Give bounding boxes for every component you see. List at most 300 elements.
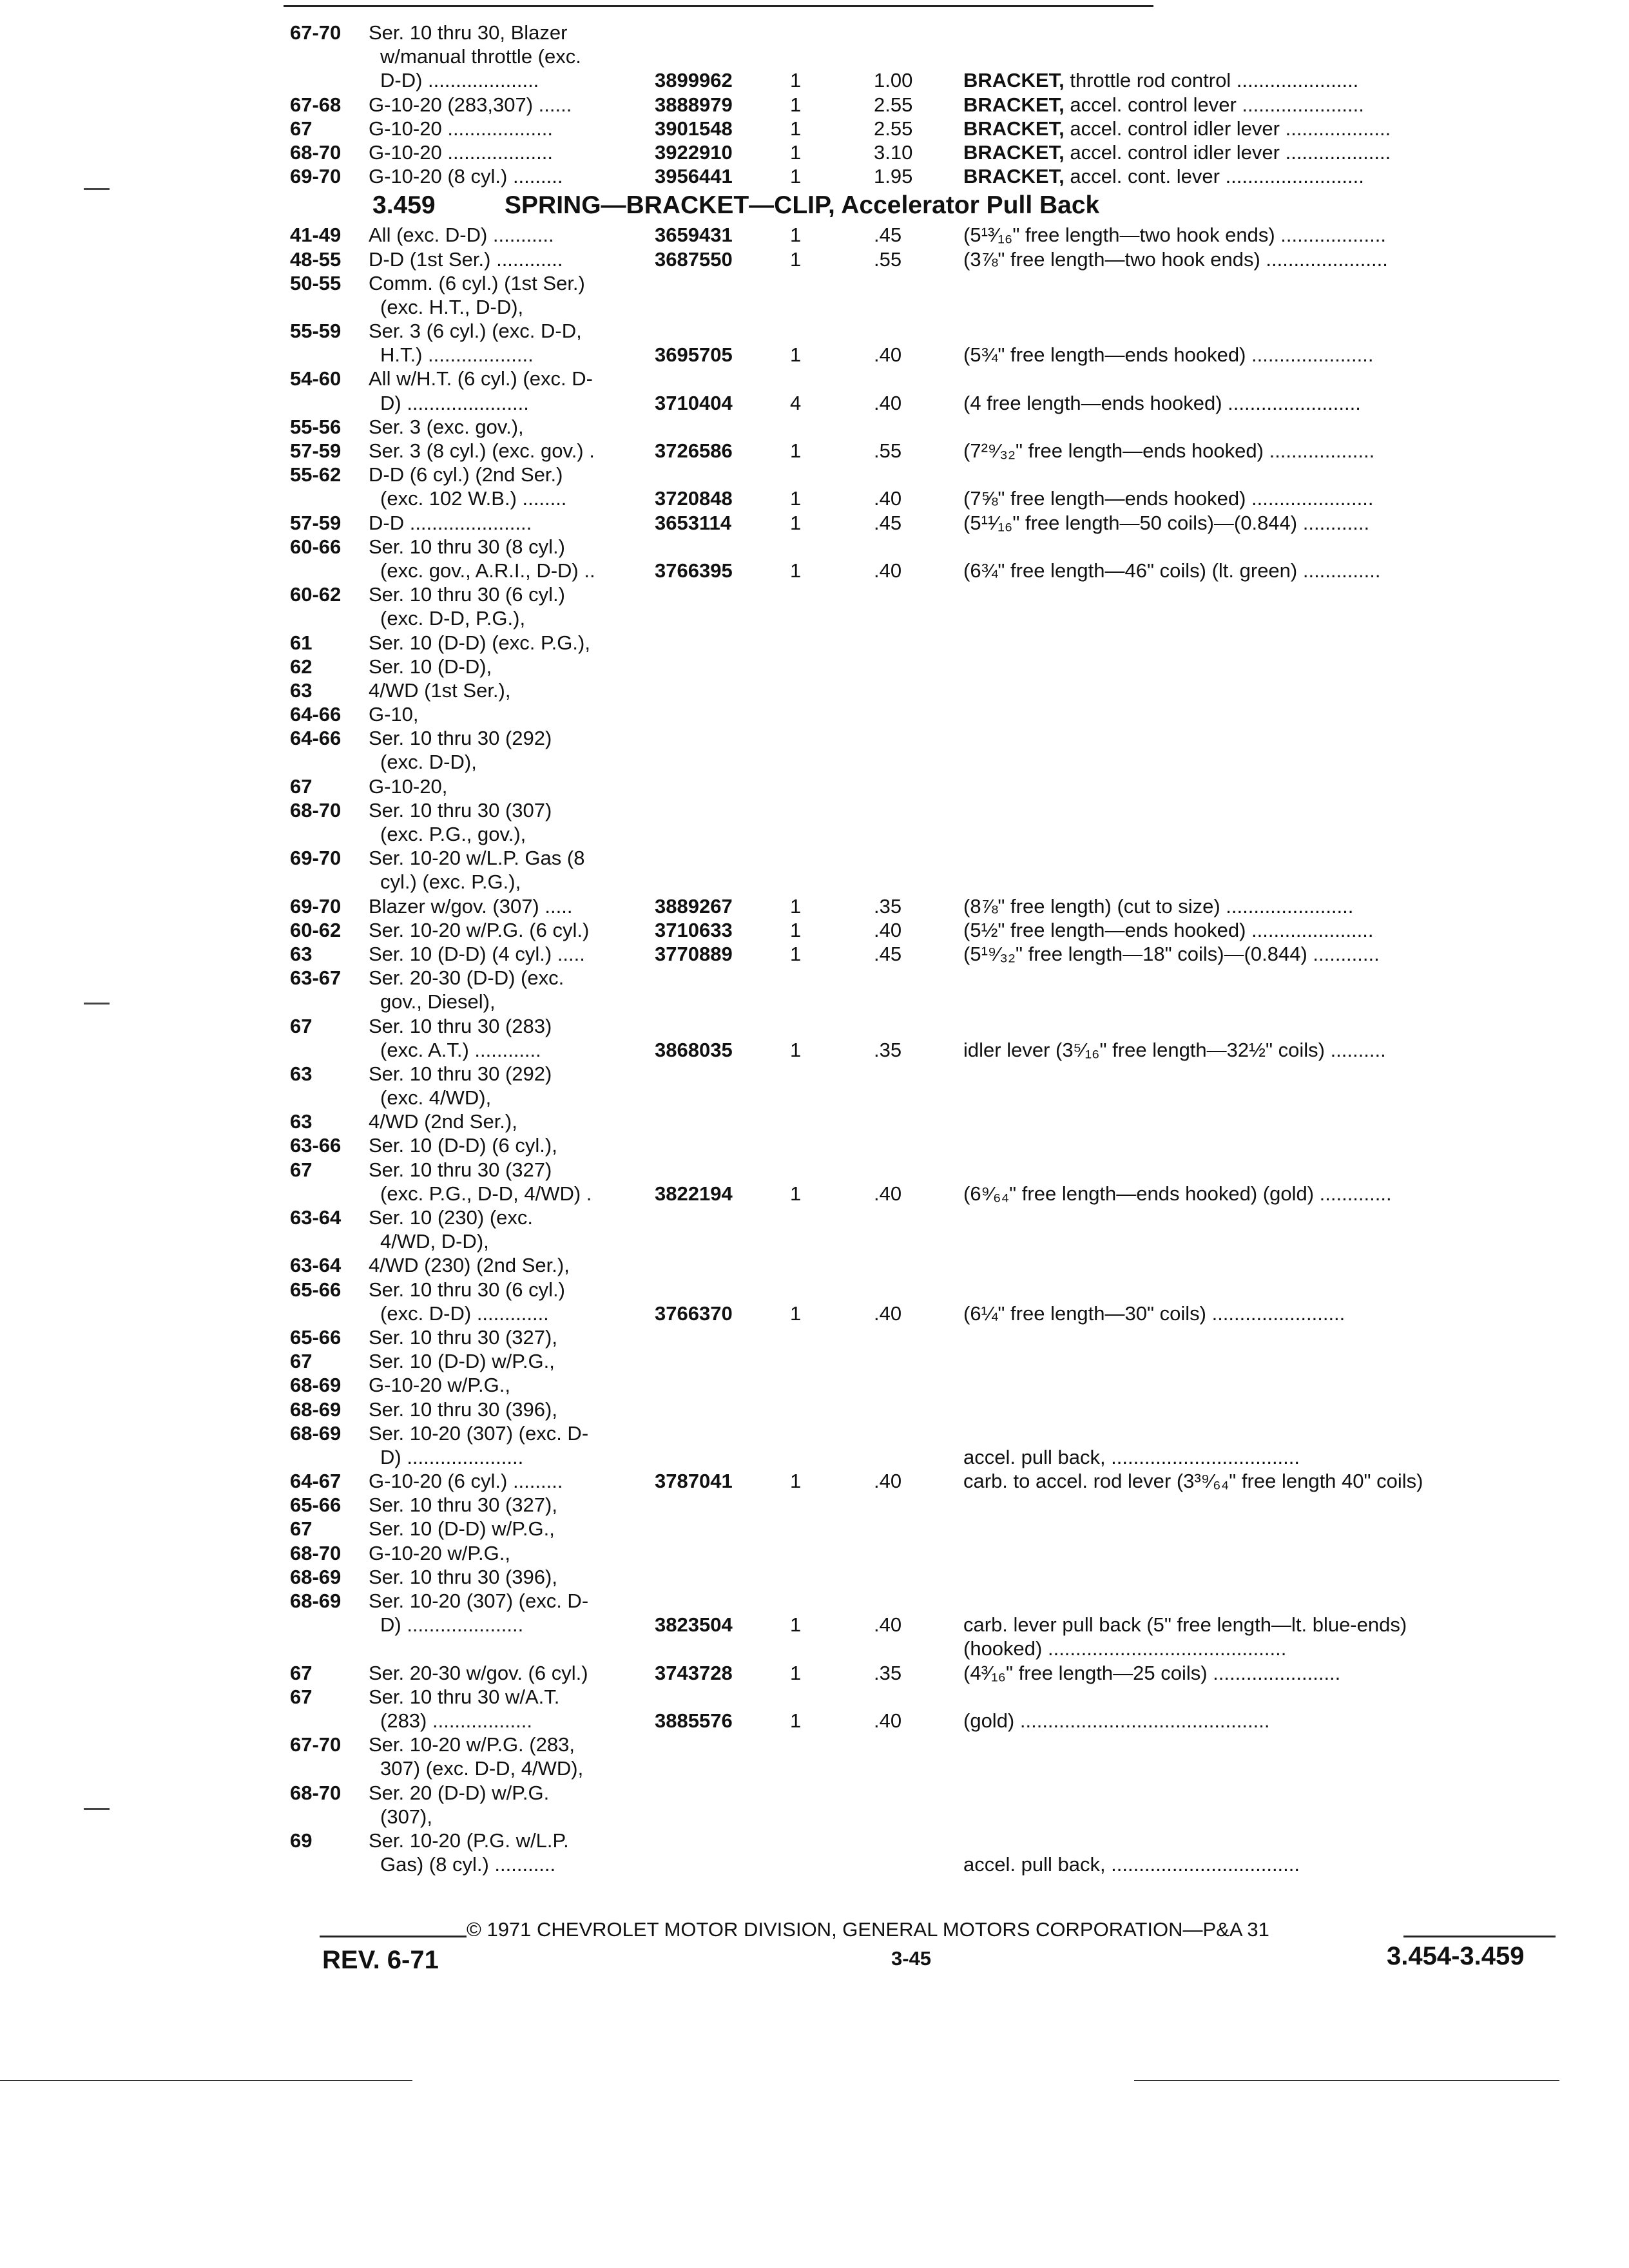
remarks-cell — [963, 93, 1364, 117]
description-cell: Ser. 10 thru 30 (396), — [369, 1398, 557, 1421]
part-name-label: BRACKET, — [963, 140, 1065, 164]
table-row — [290, 1517, 1566, 1541]
table-row — [290, 391, 1566, 415]
description-cell: 4/WD (2nd Ser.), — [369, 1110, 517, 1133]
quantity-cell: 1 — [790, 1470, 802, 1493]
parts-page — [290, 21, 1566, 1876]
description-cell: Ser. 10 thru 30 (283) — [369, 1014, 552, 1037]
quantity-cell: 1 — [790, 93, 802, 116]
year-cell: 63 — [290, 942, 313, 965]
page-number: 3-45 — [891, 1947, 932, 1970]
table-row — [290, 846, 1566, 870]
table-row — [290, 164, 1566, 188]
table-row — [290, 1229, 1566, 1253]
table-row — [290, 1685, 1566, 1709]
table-row — [290, 439, 1566, 463]
description-cell: Ser. 10 (230) (exc. — [369, 1206, 534, 1229]
table-row — [290, 1613, 1566, 1637]
remarks-cell — [963, 140, 1391, 164]
remark-text: (5½" free length—ends hooked) ...................... — [963, 918, 1374, 941]
copyright-notice: © 1971 CHEVROLET MOTOR DIVISION, GENERAL MOTORS CORPORATION—P&A 31 — [467, 1918, 1269, 1941]
part-name-label: BRACKET, — [963, 117, 1065, 140]
description-cell: (exc. gov., A.R.I., D-D) .. — [380, 559, 595, 582]
description-cell: cyl.) (exc. P.G.), — [380, 870, 521, 894]
year-cell: 57-59 — [290, 511, 342, 534]
year-cell: 63-67 — [290, 966, 342, 990]
price-cell: .45 — [874, 224, 902, 247]
description-cell: Ser. 20 (D-D) w/P.G. — [369, 1781, 550, 1804]
part-number-cell: 3695705 — [655, 343, 733, 367]
description-cell: G-10-20 ................... — [369, 140, 553, 164]
price-cell: .40 — [874, 918, 902, 941]
table-row — [290, 942, 1566, 966]
remarks-cell — [963, 559, 1380, 582]
remark-text: (7⅝" free length—ends hooked) ...................... — [963, 487, 1374, 510]
remark-text: (gold) ............................................. — [963, 1709, 1270, 1732]
price-cell: .40 — [874, 1182, 902, 1205]
quantity-cell: 1 — [790, 1182, 802, 1205]
year-cell: 68-70 — [290, 140, 342, 164]
year-cell: 67-70 — [290, 1733, 342, 1756]
part-number-cell: 3888979 — [655, 93, 733, 116]
table-row — [290, 774, 1566, 798]
year-cell: 63-66 — [290, 1134, 342, 1157]
table-row — [290, 1373, 1566, 1397]
remark-text: (7²⁹⁄₃₂" free length—ends hooked) ................... — [963, 439, 1375, 462]
table-row — [290, 367, 1566, 390]
description-cell: (exc. 4/WD), — [380, 1086, 492, 1110]
remark-text: (5¹¹⁄₁₆" free length—50 coils)—(0.844) ............ — [963, 511, 1370, 534]
remarks-cell — [963, 1469, 1423, 1493]
remark-text: (hooked) ........................................... — [963, 1637, 1287, 1660]
remarks-cell — [963, 1302, 1345, 1325]
table-row — [290, 247, 1566, 271]
description-cell: Ser. 10 thru 30 (327), — [369, 1325, 557, 1349]
description-cell: Ser. 20-30 (D-D) (exc. — [369, 966, 564, 990]
remark-text: (3⅞" free length—two hook ends) ...................... — [963, 247, 1388, 271]
part-number-cell: 3766395 — [655, 559, 733, 582]
table-row — [290, 870, 1566, 894]
part-number-cell: 3899962 — [655, 69, 733, 92]
remark-text: (5¹³⁄₁₆" free length—two hook ends) ................... — [963, 224, 1386, 247]
bracket-rows — [290, 21, 1566, 188]
description-cell: gov., Diesel), — [380, 990, 496, 1014]
year-cell: 68-69 — [290, 1421, 342, 1445]
remarks-cell — [963, 1182, 1392, 1206]
margin-mark — [84, 188, 110, 190]
description-cell: 4/WD (230) (2nd Ser.), — [369, 1254, 570, 1277]
year-cell: 67 — [290, 1517, 313, 1541]
table-row — [290, 511, 1566, 535]
part-number-cell: 3653114 — [655, 511, 731, 534]
description-cell: Ser. 10 thru 30 (6 cyl.) — [369, 583, 565, 606]
year-cell: 68-69 — [290, 1374, 342, 1397]
remarks-cell — [963, 439, 1374, 463]
table-row — [290, 1637, 1566, 1660]
part-number-cell: 3659431 — [655, 224, 733, 247]
quantity-cell: 1 — [790, 1661, 802, 1684]
description-cell: All w/H.T. (6 cyl.) (exc. D- — [369, 367, 593, 390]
description-cell: Ser. 10 thru 30 (6 cyl.) — [369, 1278, 565, 1301]
description-cell: (exc. D-D) ............. — [380, 1302, 549, 1325]
table-row — [290, 1709, 1566, 1733]
part-number-cell: 3710633 — [655, 918, 733, 941]
description-cell: 4/WD (1st Ser.), — [369, 678, 511, 702]
price-cell: 2.55 — [874, 117, 913, 140]
remarks-cell — [963, 1661, 1340, 1685]
remark-text: idler lever (3⁵⁄₁₆" free length—32½" coils) .......... — [963, 1038, 1386, 1061]
description-cell: (exc. 102 W.B.) ........ — [380, 487, 567, 510]
table-row — [290, 1325, 1566, 1349]
table-row — [290, 1852, 1566, 1876]
year-cell: 48-55 — [290, 247, 342, 271]
year-cell: 60-62 — [290, 583, 342, 606]
description-cell: (307), — [380, 1805, 432, 1828]
price-cell: 3.10 — [874, 140, 913, 164]
quantity-cell: 4 — [790, 391, 802, 414]
year-cell: 68-70 — [290, 1541, 342, 1564]
price-cell: .45 — [874, 942, 902, 965]
table-row — [290, 223, 1566, 247]
remarks-cell — [963, 247, 1388, 271]
table-row — [290, 822, 1566, 846]
year-cell: 67-70 — [290, 21, 342, 44]
description-cell: G-10-20 ................... — [369, 117, 553, 140]
description-cell: Ser. 10 thru 30 (396), — [369, 1565, 557, 1588]
year-cell: 63 — [290, 1062, 313, 1085]
quantity-cell: 1 — [790, 69, 802, 92]
price-cell: 1.00 — [874, 69, 913, 92]
remarks-cell — [963, 1613, 1407, 1637]
remark-text: (4 free length—ends hooked) ........................ — [963, 391, 1361, 414]
description-cell: G-10-20 w/P.G., — [369, 1374, 510, 1397]
table-row — [290, 1253, 1566, 1277]
remarks-cell — [963, 894, 1353, 918]
table-row — [290, 1086, 1566, 1110]
remarks-cell — [963, 343, 1373, 367]
remarks-cell — [963, 1445, 1300, 1469]
remarks-cell — [963, 918, 1373, 942]
part-number-cell: 3770889 — [655, 942, 733, 965]
part-name-label: BRACKET, — [963, 165, 1065, 188]
remarks-cell — [963, 1038, 1386, 1062]
quantity-cell: 1 — [790, 1302, 802, 1325]
part-name-label: BRACKET, — [963, 69, 1065, 92]
table-row — [290, 1733, 1566, 1756]
year-cell: 65-66 — [290, 1278, 342, 1301]
year-cell: 67 — [290, 1350, 313, 1373]
table-row — [290, 21, 1566, 44]
table-row — [290, 655, 1566, 678]
bottom-rule-left — [0, 2080, 412, 2081]
table-row — [290, 1038, 1566, 1062]
year-cell: 67 — [290, 1685, 313, 1708]
table-row — [290, 463, 1566, 486]
description-cell: Ser. 10 thru 30 (292) — [369, 727, 552, 750]
remark-text: accel. control idler lever ................... — [1064, 140, 1391, 164]
remarks-cell — [963, 68, 1358, 92]
description-cell: Ser. 3 (exc. gov.), — [369, 415, 524, 438]
price-cell: .40 — [874, 487, 902, 510]
year-cell: 61 — [290, 631, 313, 654]
table-row — [290, 1206, 1566, 1229]
part-number-cell: 3787041 — [655, 1470, 733, 1493]
table-row — [290, 1014, 1566, 1038]
table-row — [290, 271, 1566, 295]
description-cell: Ser. 10-20 (307) (exc. D- — [369, 1421, 589, 1445]
footer-rule-right — [1403, 1936, 1556, 1937]
top-rule — [284, 5, 1153, 7]
year-cell: 69 — [290, 1829, 313, 1852]
table-row — [290, 918, 1566, 942]
section-heading — [290, 188, 1566, 223]
description-cell: Ser. 10 (D-D) (4 cyl.) ..... — [369, 942, 585, 965]
year-cell: 65-66 — [290, 1325, 342, 1349]
table-row — [290, 1133, 1566, 1157]
table-row — [290, 1062, 1566, 1086]
year-cell: 60-62 — [290, 918, 342, 941]
description-cell: All (exc. D-D) ........... — [369, 224, 554, 247]
table-row — [290, 1805, 1566, 1829]
description-cell: Ser. 10-20 w/L.P. Gas (8 — [369, 847, 585, 870]
part-number-cell: 3901548 — [655, 117, 733, 140]
part-name-label: BRACKET, — [963, 93, 1065, 116]
part-number-cell: 3885576 — [655, 1709, 733, 1732]
remark-text: (8⅞" free length) (cut to size) ....................... — [963, 894, 1354, 918]
table-row — [290, 894, 1566, 918]
remark-text: carb. lever pull back (5" free length—lt. blue-ends) — [963, 1613, 1407, 1637]
year-cell: 67-68 — [290, 93, 342, 116]
price-cell: 2.55 — [874, 93, 913, 116]
table-row — [290, 415, 1566, 439]
table-row — [290, 343, 1566, 367]
price-cell: .45 — [874, 511, 902, 534]
year-cell: 63 — [290, 1110, 313, 1133]
remark-text: (6⁹⁄₆₄" free length—ends hooked) (gold) ............. — [963, 1182, 1392, 1205]
table-row — [290, 1398, 1566, 1421]
year-cell: 63-64 — [290, 1206, 342, 1229]
year-cell: 55-56 — [290, 415, 342, 438]
description-cell: w/manual throttle (exc. — [380, 45, 581, 68]
year-cell: 65-66 — [290, 1494, 342, 1517]
price-cell: .35 — [874, 894, 902, 918]
description-cell: Ser. 10-20 w/P.G. (6 cyl.) — [369, 918, 590, 941]
part-number-cell: 3726586 — [655, 439, 733, 462]
price-cell: .40 — [874, 1613, 902, 1637]
remark-text: (5¹⁹⁄₃₂" free length—18" coils)—(0.844) ............ — [963, 942, 1380, 965]
table-row — [290, 582, 1566, 606]
price-cell: .40 — [874, 343, 902, 367]
description-cell: Ser. 10-20 (307) (exc. D- — [369, 1590, 589, 1612]
year-cell: 68-69 — [290, 1398, 342, 1421]
remark-text: (6¾" free length—46" coils) (lt. green) .............. — [963, 559, 1381, 582]
remarks-cell — [963, 1852, 1300, 1876]
margin-mark — [84, 1003, 110, 1004]
description-cell: G-10-20 (6 cyl.) ......... — [369, 1470, 563, 1493]
description-cell: Ser. 10 (D-D) w/P.G., — [369, 1350, 555, 1373]
description-cell: Ser. 10 (D-D), — [369, 655, 492, 678]
description-cell: Ser. 10 thru 30 (307) — [369, 798, 552, 822]
year-cell: 67 — [290, 117, 313, 140]
remarks-cell — [963, 511, 1369, 535]
description-cell: Ser. 3 (6 cyl.) (exc. D-D, — [369, 320, 582, 343]
description-cell: G-10-20 (283,307) ...... — [369, 93, 572, 116]
description-cell: 4/WD, D-D), — [380, 1230, 489, 1253]
remark-text: carb. to accel. rod lever (3³⁹⁄₆₄" free length 40" coils) — [963, 1470, 1423, 1493]
margin-mark — [84, 1808, 110, 1810]
year-cell: 69-70 — [290, 165, 342, 188]
description-cell: Ser. 3 (8 cyl.) (exc. gov.) . — [369, 439, 595, 462]
year-cell: 69-70 — [290, 894, 342, 918]
table-row — [290, 702, 1566, 726]
year-cell: 50-55 — [290, 271, 342, 294]
description-cell: 307) (exc. D-D, 4/WD), — [380, 1757, 584, 1780]
remarks-cell — [963, 1637, 1286, 1660]
description-cell: Blazer w/gov. (307) ..... — [369, 894, 573, 918]
table-row — [290, 559, 1566, 582]
remarks-cell — [963, 223, 1386, 247]
remark-text: accel. pull back, .................................. — [963, 1445, 1300, 1468]
price-cell: .35 — [874, 1661, 902, 1684]
description-cell: G-10-20 (8 cyl.) ......... — [369, 165, 563, 188]
remarks-cell — [963, 1709, 1269, 1733]
quantity-cell: 1 — [790, 117, 802, 140]
quantity-cell: 1 — [790, 894, 802, 918]
bottom-rule-right — [1134, 2080, 1559, 2081]
description-cell: Ser. 10 thru 30 (327), — [369, 1494, 557, 1517]
quantity-cell: 1 — [790, 1613, 802, 1637]
description-cell: Ser. 10 thru 30 (292) — [369, 1062, 552, 1085]
price-cell: .40 — [874, 559, 902, 582]
year-cell: 57-59 — [290, 439, 342, 462]
part-number-cell: 3710404 — [655, 391, 733, 414]
description-cell: Ser. 10 (D-D) (exc. P.G.), — [369, 631, 590, 654]
table-row — [290, 750, 1566, 774]
year-cell: 67 — [290, 1158, 313, 1181]
quantity-cell: 1 — [790, 140, 802, 164]
table-row — [290, 1589, 1566, 1613]
remark-text: accel. pull back, .................................. — [963, 1853, 1300, 1876]
table-row — [290, 44, 1566, 68]
remark-text: accel. control lever ...................... — [1064, 93, 1364, 116]
table-row — [290, 678, 1566, 702]
table-row — [290, 1829, 1566, 1852]
quantity-cell: 1 — [790, 343, 802, 367]
part-number-cell: 3889267 — [655, 894, 733, 918]
year-cell: 68-69 — [290, 1590, 342, 1612]
revision-label: REV. 6-71 — [322, 1946, 439, 1974]
price-cell: .55 — [874, 247, 902, 271]
table-row — [290, 295, 1566, 319]
description-cell: D-D (6 cyl.) (2nd Ser.) — [369, 463, 563, 486]
remark-text: (6¼" free length—30" coils) ........................ — [963, 1302, 1345, 1325]
table-row — [290, 966, 1566, 990]
price-cell: .40 — [874, 1709, 902, 1732]
table-row — [290, 535, 1566, 559]
table-row — [290, 726, 1566, 750]
description-cell: D) ...................... — [380, 391, 529, 414]
year-cell: 63 — [290, 678, 313, 702]
part-number-cell: 3822194 — [655, 1182, 733, 1205]
quantity-cell: 1 — [790, 511, 802, 534]
description-cell: Ser. 10 thru 30, Blazer — [369, 21, 568, 44]
part-number-cell: 3868035 — [655, 1038, 733, 1061]
price-cell: .35 — [874, 1038, 902, 1061]
description-cell: Ser. 20-30 w/gov. (6 cyl.) — [369, 1661, 588, 1684]
table-row — [290, 990, 1566, 1014]
year-cell: 41-49 — [290, 224, 342, 247]
table-row — [290, 319, 1566, 343]
year-cell: 67 — [290, 774, 313, 798]
description-cell: (exc. P.G., gov.), — [380, 823, 526, 845]
part-number-cell: 3720848 — [655, 487, 733, 510]
table-row — [290, 1565, 1566, 1589]
quantity-cell: 1 — [790, 439, 802, 462]
part-number-cell: 3956441 — [655, 165, 733, 188]
remarks-cell — [963, 486, 1373, 510]
price-cell: .40 — [874, 1302, 902, 1325]
year-cell: 67 — [290, 1661, 313, 1684]
description-cell: D-D) .................... — [380, 69, 539, 92]
table-row — [290, 1158, 1566, 1182]
spring-rows — [290, 223, 1566, 1876]
quantity-cell: 1 — [790, 1709, 802, 1732]
table-row — [290, 486, 1566, 510]
remark-text: (5¾" free length—ends hooked) ...................... — [963, 343, 1374, 367]
quantity-cell: 1 — [790, 165, 802, 188]
description-cell: (exc. H.T., D-D), — [380, 295, 524, 318]
table-row — [290, 606, 1566, 630]
price-cell: .40 — [874, 1470, 902, 1493]
table-row — [290, 1302, 1566, 1325]
section-title: SPRING—BRACKET—CLIP, Accelerator Pull Back — [505, 191, 1100, 220]
table-row — [290, 1469, 1566, 1493]
section-number: 3.459 — [372, 191, 436, 220]
description-cell: Gas) (8 cyl.) ........... — [380, 1853, 556, 1876]
part-number-cell: 3743728 — [655, 1661, 733, 1684]
description-cell: Ser. 10 (D-D) w/P.G., — [369, 1517, 555, 1541]
section-range: 3.454-3.459 — [1387, 1942, 1525, 1970]
quantity-cell: 1 — [790, 918, 802, 941]
table-row — [290, 117, 1566, 140]
part-number-cell: 3687550 — [655, 247, 733, 271]
description-cell: Comm. (6 cyl.) (1st Ser.) — [369, 271, 585, 294]
year-cell: 68-70 — [290, 798, 342, 822]
year-cell: 68-69 — [290, 1565, 342, 1588]
year-cell: 63-64 — [290, 1254, 342, 1277]
year-cell: 62 — [290, 655, 313, 678]
year-cell: 67 — [290, 1014, 313, 1037]
description-cell: (exc. A.T.) ............ — [380, 1038, 541, 1061]
description-cell: G-10, — [369, 703, 419, 726]
part-number-cell: 3922910 — [655, 140, 733, 164]
footer-rule-left — [320, 1936, 467, 1937]
table-row — [290, 1756, 1566, 1780]
remark-text: throttle rod control ...................... — [1064, 69, 1359, 92]
remarks-cell — [963, 117, 1391, 140]
quantity-cell: 1 — [790, 224, 802, 247]
year-cell: 68-70 — [290, 1781, 342, 1804]
table-row — [290, 1182, 1566, 1206]
description-cell: D-D ...................... — [369, 511, 532, 534]
description-cell: Ser. 10 thru 30 (327) — [369, 1158, 552, 1181]
table-row — [290, 68, 1566, 92]
quantity-cell: 1 — [790, 487, 802, 510]
description-cell: Ser. 10 thru 30 w/A.T. — [369, 1685, 560, 1708]
price-cell: .55 — [874, 439, 902, 462]
table-row — [290, 1110, 1566, 1133]
year-cell: 69-70 — [290, 847, 342, 870]
